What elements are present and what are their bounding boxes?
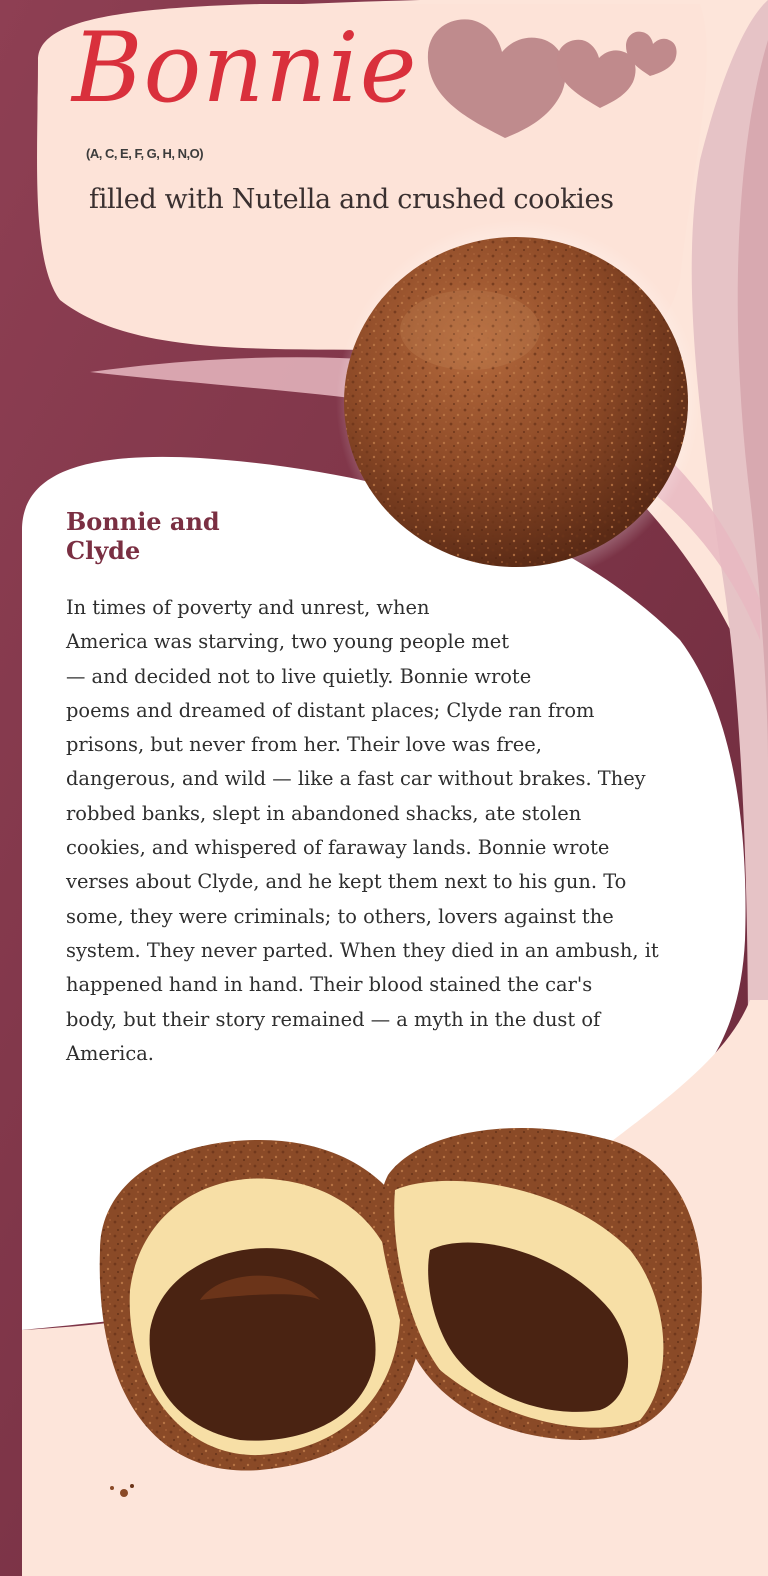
story-line: America was starving, two young people met xyxy=(66,630,510,654)
story-line: poems and dreamed of distant places; Clyde ran from xyxy=(66,698,595,722)
allergen-codes: (A, C, E, F, G, H, N,O) xyxy=(86,146,204,161)
story-title xyxy=(66,507,286,565)
story-line: — and decided not to live quietly. Bonnie wrote xyxy=(66,664,532,688)
story-line: dangerous, and wild — like a fast car without brakes. They xyxy=(66,767,646,791)
story-title-line: Clyde xyxy=(66,536,141,565)
story-title-line: Bonnie and xyxy=(66,507,220,536)
story-line: system. They never parted. When they died in an ambush, it xyxy=(66,938,659,962)
product-tagline: filled with Nutella and crushed cookies xyxy=(89,184,614,215)
story-line: body, but their story remained — a myth in the dust of xyxy=(66,1007,601,1031)
story-line: In times of poverty and unrest, when xyxy=(66,596,430,619)
brand-name: Bonnie xyxy=(72,12,418,124)
whole-dumpling-image xyxy=(344,237,688,567)
story-line: robbed banks, slept in abandoned shacks, ate stolen xyxy=(66,801,582,825)
story-line: verses about Clyde, and he kept them next to his gun. To xyxy=(66,870,627,894)
story-line: prisons, but never from her. Their love was free, xyxy=(66,733,542,757)
story-line: some, they were criminals; to others, lovers against the xyxy=(66,904,614,928)
story-text xyxy=(66,591,718,1071)
story-line: America. xyxy=(66,1041,154,1065)
story-line: happened hand in hand. Their blood stained the car's xyxy=(66,973,593,997)
story-line: cookies, and whispered of faraway lands. Bonnie wrote xyxy=(66,836,610,860)
